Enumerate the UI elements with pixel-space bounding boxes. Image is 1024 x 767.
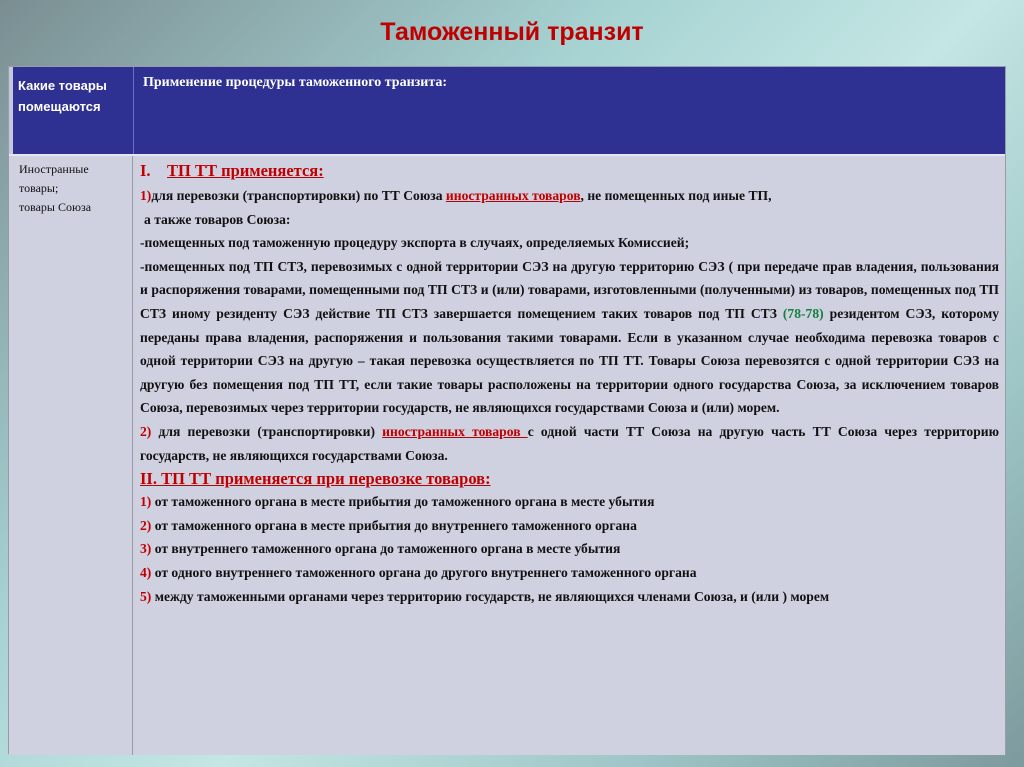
goods-cell [9, 156, 133, 755]
transit-table [8, 66, 1006, 754]
section-2-number: II [140, 469, 153, 489]
paragraph-2 [140, 231, 999, 255]
item-text: от таможенного органа в месте прибытия до внутреннего таможенного органа [151, 517, 637, 533]
goods-line: товары; [19, 181, 59, 195]
paragraph-text: резидентом СЭЗ, которому переданы права владения, распоряжения и пользования такими товарами. Если в указанном случае необходима перевозка товаров с одной территории СЭЗ на другую – такая перевозка осуществляется по ТП ТТ. Товары Союза перевозятся с одной территории СЭЗ на другую без помещения под ТП ТТ, если такие товары расположены на территории одного государства Союза, за исключением товаров Союза, перевозимых через территории государств, не являющихся государствами Союза и (или) морем. [140, 305, 1000, 416]
procedure-cell [140, 158, 999, 608]
paragraph-text: а также товаров Союза: [144, 211, 291, 227]
item-number: 4) [140, 564, 152, 580]
slide-title: Таможенный транзит [380, 18, 644, 46]
section-1-title: ТП ТТ применяется: [167, 161, 324, 180]
section-2-heading [140, 467, 999, 490]
item-number: 2) [140, 423, 152, 439]
header-col-goods [13, 67, 134, 154]
item-text: от одного внутреннего таможенного органа до другого внутреннего таможенного органа [151, 564, 697, 580]
paragraph-text: , не помещенных под иные ТП, [580, 188, 772, 203]
paragraph-4 [140, 420, 999, 467]
paragraph-3 [140, 255, 999, 420]
item-number: 2) [140, 517, 152, 533]
foreign-goods-link: иностранных товаров [445, 188, 581, 203]
paragraph-1-cont [140, 208, 999, 232]
goods-line: товары Союза [19, 200, 92, 214]
list-item [140, 537, 999, 561]
item-text: от внутреннего таможенного органа до таможенного органа в месте убытия [151, 541, 621, 557]
paragraph-text: с одной части ТТ Союза на другую часть ТТ Союза через территорию государств, не являющихся государствами Союза. [140, 423, 1000, 463]
section-1-heading [140, 158, 999, 184]
item-number: 5) [140, 588, 152, 604]
section-2-title: . ТП ТТ применяется при перевозке товаров: [152, 469, 491, 489]
article-reference: (78-78) [782, 305, 824, 321]
table-row [9, 154, 1005, 755]
item-number: 1) [140, 188, 152, 203]
paragraph-1 [140, 184, 999, 208]
list-item [140, 561, 999, 585]
table-header [9, 67, 1005, 154]
item-number: 3) [140, 541, 152, 557]
foreign-goods-link: иностранных товаров [382, 423, 528, 439]
list-item [140, 585, 999, 609]
item-text: между таможенными органами через территорию государств, не являющихся членами Союза, и (или ) морем [151, 588, 830, 604]
goods-line: Иностранные [19, 162, 89, 176]
paragraph-text: -помещенных под таможенную процедуру экспорта в случаях, определяемых Комиссией; [140, 235, 690, 251]
list-item [140, 490, 999, 514]
paragraph-text: -помещенных под ТП СТЗ, перевозимых с одной территории СЭЗ на другую территорию СЭЗ ( при передаче прав владения, пользования и распоряжения товарами, помещенными под ТП СТЗ и (или) товарами, изготовленными (полученными) из товаров, помещенных под ТП СТЗ иному резиденту СЭЗ действие ТП СТЗ завершается помещением таких товаров под ТП СТЗ [140, 258, 999, 321]
paragraph-text: для перевозки (транспортировки) [151, 423, 383, 439]
section-1-number: I. [140, 161, 151, 180]
item-text: от таможенного органа в месте прибытия до таможенного органа в месте убытия [151, 494, 655, 510]
header-col-goods-label: Какие товары помещаются [18, 78, 107, 114]
list-item [140, 514, 999, 538]
header-col-procedure-label: Применение процедуры таможенного транзита: [143, 75, 448, 90]
item-number: 1) [140, 494, 152, 510]
paragraph-text: для перевозки (транспортировки) по ТТ Союза [151, 188, 446, 203]
